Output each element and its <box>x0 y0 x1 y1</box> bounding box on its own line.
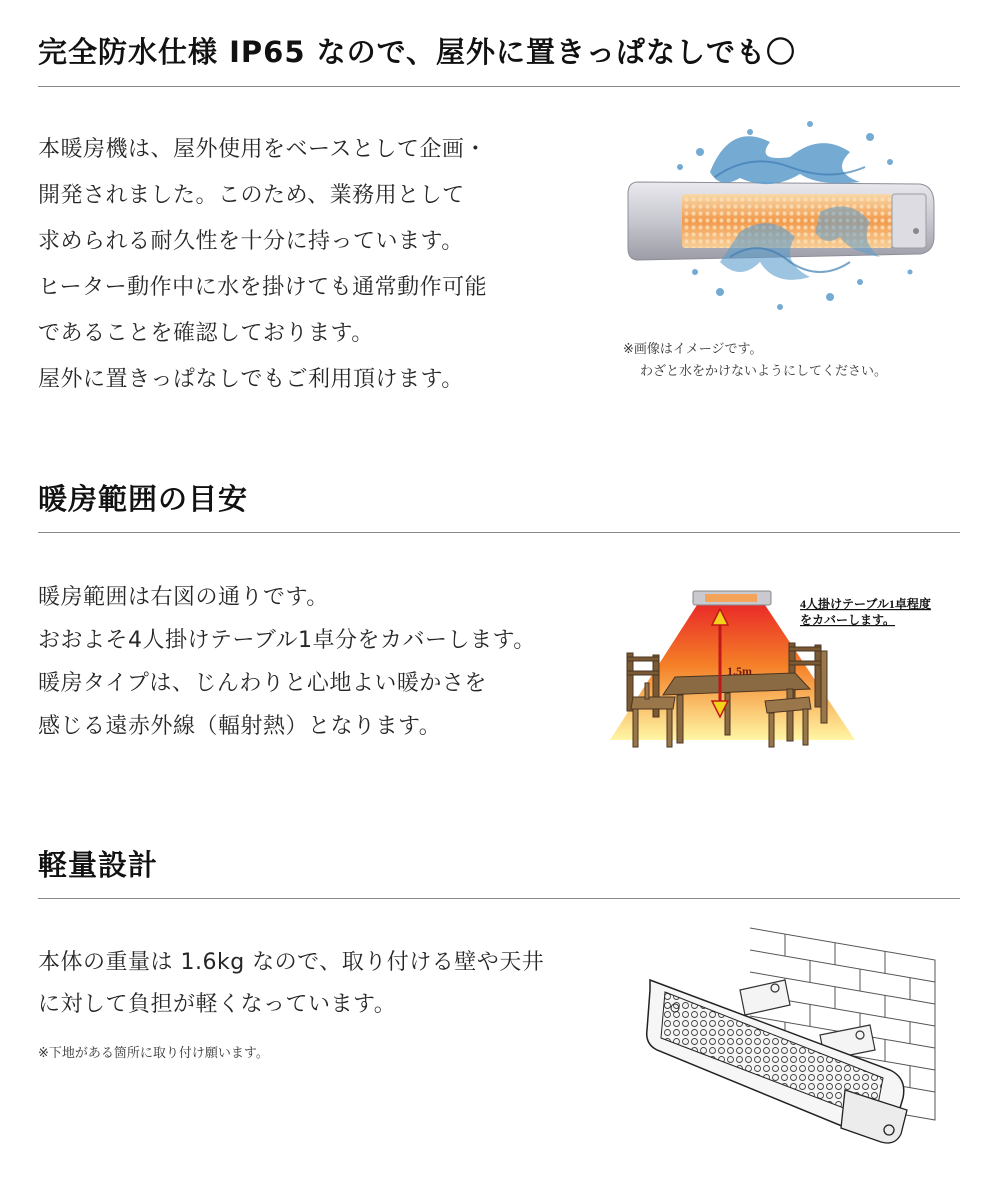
body-line: 開発されました。このため、業務用として <box>38 183 465 208</box>
section-title: 完全防水仕様 IP65 なので、屋外に置きっぱなしでも〇 <box>38 35 797 69</box>
callout-line-2: をカバーします。 <box>800 613 896 627</box>
body-line: 暖房タイプは、じんわりと心地よい暖かさを <box>38 671 487 696</box>
section-divider <box>38 898 960 899</box>
section-body <box>38 945 544 1029</box>
mounting-note: ※下地がある箇所に取り付け願います。 <box>38 1046 269 1061</box>
body-line: 本暖房機は、屋外使用をベースとして企画・ <box>38 137 487 162</box>
section-title: 暖房範囲の目安 <box>38 482 249 516</box>
body-line: 暖房範囲は右図の通りです。 <box>38 585 329 610</box>
body-line: であることを確認しております。 <box>38 321 374 346</box>
body-line: 求められる耐久性を十分に持っています。 <box>38 229 464 254</box>
body-line: おおよそ4人掛けテーブル1卓分をカバーします。 <box>38 628 536 653</box>
section-title: 軽量設計 <box>38 848 159 882</box>
image-note-line-1: ※画像はイメージです。 <box>623 342 763 357</box>
body-line: に対して負担が軽くなっています。 <box>38 992 397 1017</box>
body-line: ヒーター動作中に水を掛けても通常動作可能 <box>38 275 488 300</box>
body-line: 本体の重量は 1.6kg なので、取り付ける壁や天井 <box>38 950 545 975</box>
callout-line-1: 4人掛けテーブル1卓程度 <box>800 597 931 611</box>
body-line: 感じる遠赤外線（輻射熱）となります。 <box>38 714 442 739</box>
wall-mounted-heater-icon <box>645 920 945 1185</box>
height-label: 1.5m <box>727 664 752 678</box>
body-line: 屋外に置きっぱなしでもご利用頂けます。 <box>38 367 464 392</box>
image-note-line-2: わざと水をかけないようにしてください。 <box>640 364 888 379</box>
